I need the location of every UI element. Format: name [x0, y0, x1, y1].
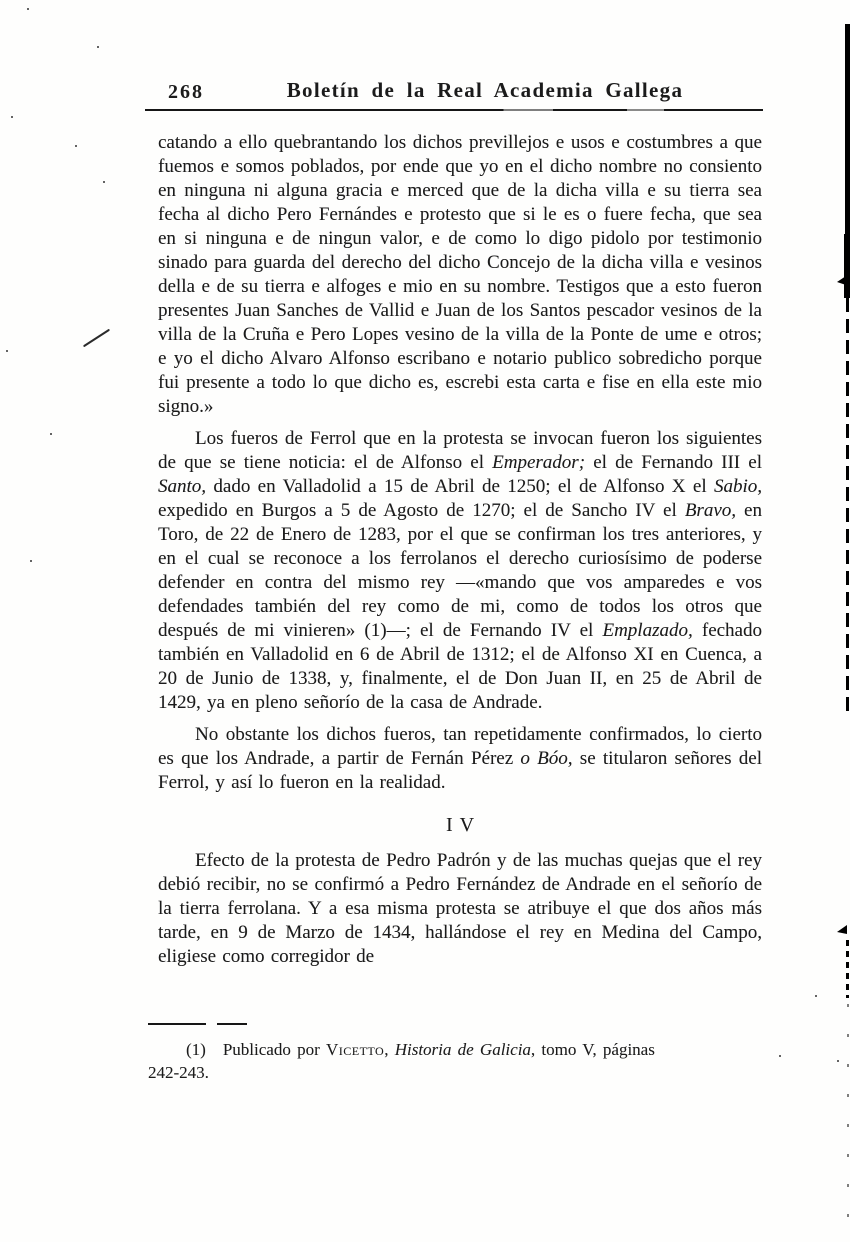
text-run: catando a ello quebrantando los dichos previllejos e usos e costumbres a que fuemos e somos poblados, por ende que yo en el dicho nombre no consiento en ninguna ni alguna gracia e merced que de la dicha villa e su tierra sea fecha al dicho Pero Fernándes e protesto que si le es o fuere fecha, que sea en si ninguna e de ningun valor, e de como lo digo pidolo por testimonio sinado para guarda del derecho del dicho Concejo de la dicha villa e vesinos della e de su tierra e alfoges e mio en su nombre. Testigos que a esto fueron presentes Juan Sanches de Vallid e Juan de los Santos pescador vesinos de la villa de la Cruña e Pero Lopes vesino de la villa de la Ponte de ume e otros; e yo el dicho Alvaro Alfonso escribano e notario publico sobredicho porque fui presente a todo lo que dicho es, escrebi esta carta e fise en ella este mio signo.» [158, 132, 762, 417]
scan-speck [837, 1060, 839, 1062]
scan-speck [103, 181, 105, 183]
text-run: Efecto de la protesta de Pedro Padrón y de las muchas quejas que el rey debió recibir, no se confirmó a Pedro Fernández de Andrade en el señorío de la tierra ferrolana. Y a esa misma protesta se atribuye el que dos años más tarde, en 9 de Marzo de 1434, hallándose el rey en Medina del Campo, eligiese como corregidor de [158, 850, 762, 967]
footnote-line-1 [148, 1038, 760, 1061]
text-run-italic: o Bóo, [520, 748, 573, 769]
text-run: el de Fernando III el [585, 452, 762, 473]
text-run: en Toro, de 22 de Enero de 1283, por el que se confirman los tres anteriores, y en el cual se reconoce a los ferrolanos el derecho curiosísimo de poderse defender en contra del mismo rey —«mando que vos amparedes e vos defendades también del rey como de mi, como de todos los otros que después de mi vinieren» (1)—; el de Fernando IV el [158, 500, 762, 641]
body-paragraph-2 [158, 427, 762, 715]
margin-pencil-slash-mark [83, 329, 110, 348]
page-number: 268 [168, 81, 204, 103]
scan-speck [27, 8, 29, 10]
scan-speck [30, 560, 32, 562]
footnote-rule-segment [148, 1023, 206, 1025]
body-paragraph-4 [158, 849, 762, 969]
scan-speck [11, 116, 13, 118]
text-run-italic: Historia de Galicia [394, 1040, 531, 1059]
text-run-smallcaps: Vicetto [325, 1040, 385, 1059]
footnote-line-2: 242-243. [148, 1063, 209, 1082]
text-run: No obstante los dichos fueros, tan repetidamente confirmados, lo cierto es que los Andrade, a partir de Fernán Pérez [158, 724, 762, 769]
scan-edge-artifact [837, 925, 847, 934]
section-heading: IV [445, 814, 482, 836]
body-paragraph-3 [158, 723, 762, 795]
text-run: Los fueros de Ferrol que en la protesta se invocan fueron los siguientes de que se tiene noticia: el de Alfonso el [158, 428, 762, 473]
text-run-italic: Emplazado, [602, 620, 693, 641]
text-run: se titularon señores del Ferrol, y así lo fueron en la realidad. [158, 748, 762, 793]
footnote-rule-segment [217, 1023, 247, 1025]
text-run-italic: Emperador; [492, 452, 586, 473]
text-run-italic: Santo, [158, 476, 207, 497]
scan-speck [75, 145, 77, 147]
text-run-italic: Bravo, [684, 500, 736, 521]
footnote [148, 1038, 760, 1084]
scan-speck [97, 46, 99, 48]
text-run: (1) Publicado por [186, 1040, 326, 1059]
text-run: , tomo V, páginas [530, 1040, 655, 1059]
scan-speck [50, 433, 52, 435]
scan-speck [815, 995, 817, 997]
scan-speck [6, 350, 8, 352]
text-run: expedido en Burgos a 5 de Agosto de 1270; el de Sancho IV el [158, 500, 685, 521]
scan-speck [779, 1055, 781, 1057]
journal-header-title: Boletín de la Real Academia Gallega [286, 78, 684, 102]
body-text-column [158, 131, 762, 969]
scan-edge-artifact [845, 24, 850, 234]
scan-edge-artifact [844, 234, 850, 298]
text-run: fechado también en Valladolid en 6 de Abril de 1312; el de Alfonso XI en Cuenca, a 20 de Junio de 1338, y, finalmente, el de Don Juan II, en 25 de Abril de 1429, ya en pleno señorío de la casa de Andrade. [158, 620, 762, 713]
scan-edge-artifact [846, 940, 849, 998]
body-paragraph-1 [158, 131, 762, 419]
scan-edge-artifact [837, 276, 846, 285]
header-rule [145, 109, 763, 111]
scan-edge-artifact [846, 298, 849, 714]
text-run: dado en Valladolid a 15 de Abril de 1250; el de Alfonso X el [206, 476, 714, 497]
text-run-italic: Sabio, [713, 476, 762, 497]
text-run: , [384, 1040, 395, 1059]
scan-edge-artifact [847, 1004, 849, 1242]
